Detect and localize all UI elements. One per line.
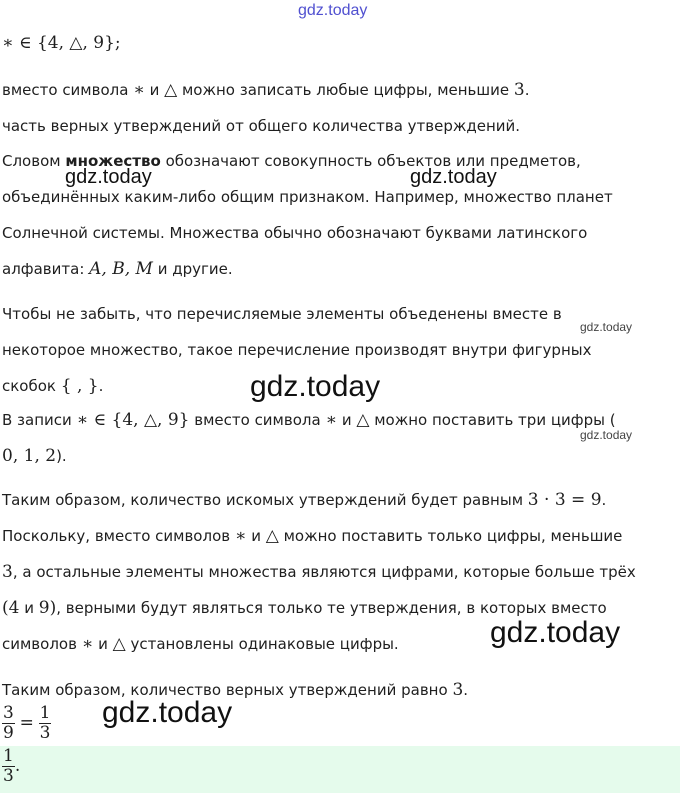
watermark: gdz.today: [490, 616, 621, 649]
text: .: [463, 681, 469, 699]
triangle-symbol: △: [112, 634, 126, 654]
text-line: [2, 376, 103, 396]
text-line: [2, 526, 622, 546]
equals-sign: =: [19, 713, 34, 733]
fraction-numerator: 1: [3, 746, 14, 766]
math-number: 3: [2, 562, 13, 582]
fraction-numerator: 3: [3, 703, 14, 723]
text-line: [2, 80, 530, 100]
text: обозначают совокупность объектов или предметов,: [165, 152, 581, 170]
fraction-denominator: 9: [3, 723, 14, 743]
text: , а остальные элементы множества являются цифрами, которые больше трёх: [12, 563, 636, 581]
math-number: 4: [8, 598, 20, 618]
text: , верными будут являться только те утверждения, в которых вместо: [56, 599, 607, 617]
text: и другие.: [157, 260, 233, 278]
text-line: [2, 223, 587, 243]
math-number: 9: [38, 598, 50, 618]
math-number: 3: [513, 80, 525, 100]
answer-fraction: [2, 747, 20, 786]
text: и: [98, 635, 108, 653]
paren: (: [2, 598, 9, 618]
triangle-symbol: △: [265, 526, 279, 546]
text: можно записать любые цифры, меньшие: [181, 81, 510, 99]
fraction-numerator: 1: [39, 703, 51, 723]
text: .: [98, 377, 104, 395]
fraction-denominator: 3: [3, 766, 14, 786]
text-line: [2, 33, 121, 53]
text: некоторое множество, такое перечисление производят внутри фигурных: [2, 341, 592, 359]
text-line: [2, 304, 562, 324]
star-symbol: ∗: [325, 410, 338, 430]
text: можно поставить только цифры, меньшие: [283, 527, 623, 545]
paren: ): [49, 598, 57, 618]
watermark-top: gdz.today: [298, 2, 368, 19]
math-set-expression: ∗ ∈ {4, △, 9}: [76, 410, 190, 430]
text-line: [2, 446, 67, 466]
text-line: [2, 187, 613, 207]
text: .: [601, 491, 607, 509]
math-digits: 0, 1, 2: [2, 446, 57, 466]
text: вместо символа: [2, 81, 129, 99]
fraction-equation: [2, 704, 51, 743]
watermark: gdz.today: [65, 166, 152, 188]
triangle-symbol: △: [356, 410, 370, 430]
text-line: [2, 598, 607, 618]
watermark: gdz.today: [580, 428, 633, 442]
text: ).: [56, 447, 67, 465]
text: установлены одинаковые цифры.: [130, 635, 399, 653]
text-line: [2, 680, 468, 700]
text: .: [524, 81, 530, 99]
text: вместо символа: [194, 411, 321, 429]
math-number: 3: [452, 680, 464, 700]
text-line: [2, 562, 636, 582]
text-line: [2, 151, 581, 171]
fraction: [39, 704, 52, 743]
text: Солнечной системы. Множества обычно обозначают буквами латинского: [2, 224, 588, 242]
text: алфавита:: [2, 260, 85, 278]
star-symbol: ∗: [81, 634, 94, 654]
text: объединённых каким-либо общим признаком. Например, множество планет: [2, 188, 613, 206]
star-symbol: ∗: [133, 80, 145, 100]
text-line: [2, 259, 233, 279]
text: В записи: [2, 411, 72, 429]
text: можно поставить три цифры (: [374, 411, 616, 429]
text-line: [2, 116, 520, 136]
text: символов: [2, 635, 77, 653]
fraction-denominator: 3: [39, 723, 51, 743]
text-line: [2, 340, 591, 360]
text: и: [24, 599, 34, 617]
text: и: [251, 527, 261, 545]
fraction: [2, 747, 15, 786]
fraction: [2, 704, 15, 743]
math-braces: { , }: [60, 376, 99, 396]
text-line: [2, 490, 606, 510]
math-set-expression: ∗ ∈ {4, △, 9};: [2, 33, 121, 53]
star-symbol: ∗: [234, 526, 247, 546]
text-line: [2, 410, 616, 430]
text: Чтобы не забыть, что перечисляемые элементы объеденены вместе в: [2, 305, 562, 323]
watermark: gdz.today: [102, 696, 233, 729]
watermark: gdz.today: [580, 320, 633, 334]
text: Словом: [2, 152, 61, 170]
answer-box: [0, 746, 680, 793]
math-product: 3 · 3 = 9: [527, 490, 602, 510]
math-letters: A, B, M: [89, 259, 153, 279]
text: Таким образом, количество верных утверждений равно: [2, 681, 448, 699]
period: .: [14, 756, 21, 776]
text: и: [341, 411, 352, 429]
text: и: [149, 81, 160, 99]
text: часть верных утверждений от общего количества утверждений.: [2, 117, 521, 135]
text-line: [2, 634, 399, 654]
watermark: gdz.today: [250, 370, 381, 403]
watermark: gdz.today: [410, 166, 497, 188]
text: скобок: [2, 377, 56, 395]
text: Таким образом, количество искомых утверждений будет равным: [2, 491, 524, 509]
triangle-symbol: △: [164, 80, 178, 100]
text: Поскольку, вместо символов: [2, 527, 231, 545]
term-bold: множество: [65, 152, 161, 170]
